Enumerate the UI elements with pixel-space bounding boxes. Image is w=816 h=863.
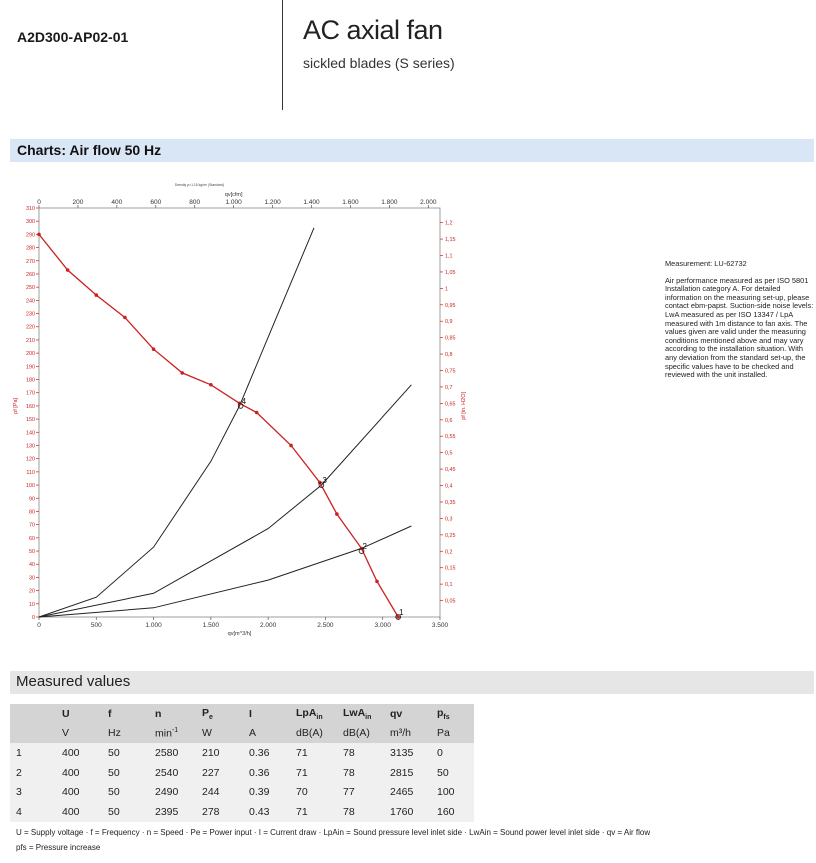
y-tick-label: 270 bbox=[26, 258, 35, 265]
table-header-row bbox=[10, 704, 474, 724]
y-tick-label: 30 bbox=[29, 575, 35, 582]
fan-curve-point bbox=[289, 444, 293, 448]
column-unit: W bbox=[196, 724, 243, 744]
column-header: LpA$_{in}$ bbox=[290, 704, 337, 724]
table-unit-row bbox=[10, 724, 474, 744]
table-cell: 3135 bbox=[384, 743, 431, 763]
table-cell: 50 bbox=[431, 763, 474, 783]
chart-title: Density ρ=1.15 kg/m³ (Standard) bbox=[174, 183, 225, 187]
y2-tick-label: 0,1 bbox=[445, 582, 453, 589]
fan-curve-point bbox=[375, 580, 379, 584]
y-tick-label: 40 bbox=[29, 562, 35, 569]
table-cell: 0.43 bbox=[243, 802, 290, 822]
y-tick-label: 290 bbox=[26, 232, 35, 239]
y-tick-label: 250 bbox=[26, 285, 35, 292]
table-cell: 1 bbox=[10, 743, 56, 763]
y-tick-label: 300 bbox=[26, 219, 35, 226]
y-tick-label: 240 bbox=[26, 298, 35, 305]
y-tick-label: 70 bbox=[29, 522, 35, 529]
table-cell: 100 bbox=[431, 782, 474, 802]
charts-section-header bbox=[10, 139, 814, 162]
fan-curve-point bbox=[209, 383, 213, 387]
y-tick-label: 310 bbox=[26, 206, 35, 212]
x2-tick-label: 200 bbox=[72, 199, 84, 206]
fan-curve-point bbox=[123, 316, 127, 320]
y2-tick-label: 0,5 bbox=[445, 450, 453, 457]
x-axis-label: qv[m^3/h] bbox=[227, 631, 252, 637]
y2-tick-label: 0,55 bbox=[445, 434, 456, 441]
operating-point-label: 1 bbox=[399, 608, 404, 617]
y2-tick-label: 1,15 bbox=[445, 237, 456, 244]
y-tick-label: 220 bbox=[26, 324, 35, 331]
y-tick-label: 260 bbox=[26, 271, 35, 278]
measured-section-header bbox=[10, 671, 814, 694]
system-curve bbox=[39, 228, 314, 617]
y2-axis-label: pf [in. H2O] bbox=[461, 391, 467, 420]
y2-tick-label: 0,15 bbox=[445, 565, 456, 572]
table-legend-pressure: pfs = Pressure increase bbox=[16, 843, 101, 852]
column-header: I bbox=[243, 704, 290, 724]
column-header: $P_e$ bbox=[196, 704, 243, 724]
table-cell: 71 bbox=[290, 743, 337, 763]
y-tick-label: 60 bbox=[29, 535, 35, 542]
table-cell: 2580 bbox=[149, 743, 196, 763]
y2-tick-label: 1,1 bbox=[445, 253, 453, 260]
y2-tick-label: 0,25 bbox=[445, 532, 456, 539]
table-cell: 0.39 bbox=[243, 782, 290, 802]
table-cell: 2490 bbox=[149, 782, 196, 802]
x2-tick-label: 1.800 bbox=[381, 199, 398, 206]
x2-axis-label: qv[cfm] bbox=[224, 192, 243, 198]
table-cell: 3 bbox=[10, 782, 56, 802]
y-tick-label: 50 bbox=[29, 549, 35, 556]
y2-tick-label: 0,65 bbox=[445, 401, 456, 408]
fan-curve-point bbox=[255, 411, 259, 415]
table-cell: 78 bbox=[337, 743, 384, 763]
table-cell: 50 bbox=[102, 743, 149, 763]
y2-tick-label: 0,2 bbox=[445, 549, 453, 556]
column-header: LwA$_{in}$ bbox=[337, 704, 384, 724]
document-title: AC axial fan bbox=[303, 15, 443, 45]
table-cell: 244 bbox=[196, 782, 243, 802]
measurement-description: Air performance measured as per ISO 5801 Installation category A. For detailed information on the measuring set-up, please contact ebm-papst. Suction-side noise levels: LwA measured as per ISO 13347 / LpA measured with 1m distance to fan axis. The values given are valid under the measuring conditions mentioned above and may vary according to the installation situation. With any deviation from the standard set-up, the specific values have to be checked and reviewed with the unit installed. bbox=[665, 275, 814, 380]
fan-curve bbox=[39, 234, 398, 617]
system-curve bbox=[39, 385, 411, 617]
y-tick-label: 130 bbox=[26, 443, 35, 450]
table-cell: 71 bbox=[290, 802, 337, 822]
y-tick-label: 100 bbox=[26, 483, 35, 490]
x-tick-label: 500 bbox=[90, 622, 102, 629]
x2-tick-label: 1.600 bbox=[342, 199, 359, 206]
column-header: qv bbox=[384, 704, 431, 724]
fan-curve-point bbox=[335, 512, 339, 516]
fan-curve-point bbox=[152, 347, 156, 351]
operating-point-label: 3 bbox=[322, 476, 327, 486]
y2-tick-label: 0,3 bbox=[445, 516, 453, 523]
y-tick-label: 20 bbox=[29, 588, 35, 595]
header-divider bbox=[282, 0, 283, 110]
column-unit: A bbox=[243, 724, 290, 744]
table-cell: 400 bbox=[56, 743, 102, 763]
x-tick-label: 3.500 bbox=[431, 622, 449, 629]
table-cell: 4 bbox=[10, 802, 56, 822]
y2-tick-label: 0,6 bbox=[445, 417, 453, 424]
y2-tick-label: 0,95 bbox=[445, 302, 456, 309]
y-tick-label: 230 bbox=[26, 311, 35, 318]
fan-curve-point bbox=[66, 268, 70, 272]
column-unit: m³/h bbox=[384, 724, 431, 744]
table-row bbox=[10, 763, 474, 783]
y-tick-label: 120 bbox=[26, 456, 35, 463]
table-cell: 0 bbox=[431, 743, 474, 763]
y-tick-label: 210 bbox=[26, 337, 35, 344]
table-cell: 77 bbox=[337, 782, 384, 802]
y-axis-label: pf [Pa] bbox=[13, 397, 19, 414]
column-unit: dB(A) bbox=[290, 724, 337, 744]
y2-tick-label: 0,7 bbox=[445, 384, 453, 391]
y2-tick-label: 1,05 bbox=[445, 269, 456, 276]
column-header: f bbox=[102, 704, 149, 724]
table-row bbox=[10, 782, 474, 802]
y2-tick-label: 0,85 bbox=[445, 335, 456, 342]
y2-tick-label: 0,35 bbox=[445, 499, 456, 506]
measurement-note bbox=[665, 260, 815, 388]
table-cell: 2540 bbox=[149, 763, 196, 783]
column-unit: Hz bbox=[102, 724, 149, 744]
x2-tick-label: 1.400 bbox=[303, 199, 320, 206]
table-cell: 50 bbox=[102, 802, 149, 822]
table-cell: 400 bbox=[56, 763, 102, 783]
table-cell: 78 bbox=[337, 763, 384, 783]
column-header: $p_{fs}$ bbox=[431, 704, 474, 724]
table-cell: 70 bbox=[290, 782, 337, 802]
measured-values-table bbox=[10, 704, 474, 822]
x2-tick-label: 600 bbox=[150, 199, 162, 206]
y-tick-label: 110 bbox=[26, 469, 35, 476]
table-cell: 0.36 bbox=[243, 743, 290, 763]
air-flow-chart bbox=[8, 176, 468, 642]
fan-curve-point bbox=[180, 371, 184, 375]
measured-section-title: Measured values bbox=[16, 673, 131, 690]
column-header: n bbox=[149, 704, 196, 724]
document-subtitle: sickled blades (S series) bbox=[303, 55, 455, 71]
y2-tick-label: 0,45 bbox=[445, 467, 456, 474]
table-row bbox=[10, 743, 474, 763]
column-header: U bbox=[56, 704, 102, 724]
x2-tick-label: 1.000 bbox=[225, 199, 242, 206]
fan-curve-point bbox=[94, 293, 98, 297]
column-unit: $\min^{-1}$ bbox=[149, 724, 196, 744]
table-row bbox=[10, 802, 474, 822]
y-tick-label: 280 bbox=[26, 245, 35, 252]
y2-tick-label: 0,9 bbox=[445, 319, 453, 326]
y-tick-label: 170 bbox=[26, 390, 35, 397]
table-cell: 0.36 bbox=[243, 763, 290, 783]
table-cell: 227 bbox=[196, 763, 243, 783]
table-cell: 1760 bbox=[384, 802, 431, 822]
fan-curve-point bbox=[37, 233, 41, 237]
column-header bbox=[10, 704, 56, 724]
column-unit: V bbox=[56, 724, 102, 744]
y-tick-label: 180 bbox=[26, 377, 35, 384]
table-cell: 210 bbox=[196, 743, 243, 763]
column-unit bbox=[10, 724, 56, 744]
x2-tick-label: 400 bbox=[111, 199, 123, 206]
x2-tick-label: 1.200 bbox=[264, 199, 281, 206]
y-tick-label: 80 bbox=[29, 509, 35, 516]
table-cell: 160 bbox=[431, 802, 474, 822]
x-tick-label: 2.500 bbox=[317, 622, 334, 629]
y2-tick-label: 0,8 bbox=[445, 352, 453, 359]
plot-frame bbox=[39, 208, 440, 617]
table-cell: 50 bbox=[102, 763, 149, 783]
y2-tick-label: 0,4 bbox=[445, 483, 453, 490]
model-code: A2D300-AP02-01 bbox=[17, 29, 129, 45]
operating-point-label: 4 bbox=[241, 396, 247, 406]
y-tick-label: 200 bbox=[26, 351, 35, 358]
table-cell: 2 bbox=[10, 763, 56, 783]
table-cell: 2465 bbox=[384, 782, 431, 802]
y-tick-label: 190 bbox=[26, 364, 35, 371]
y-tick-label: 90 bbox=[29, 496, 35, 503]
y2-tick-label: 0,05 bbox=[445, 598, 456, 605]
column-unit: Pa bbox=[431, 724, 474, 744]
y2-tick-label: 1 bbox=[445, 286, 448, 293]
charts-section-title: Charts: Air flow 50 Hz bbox=[17, 142, 162, 158]
measurement-id: Measurement: LU-62732 bbox=[665, 259, 747, 268]
y2-tick-label: 1,2 bbox=[445, 220, 453, 227]
table-cell: 2815 bbox=[384, 763, 431, 783]
table-cell: 400 bbox=[56, 802, 102, 822]
x2-tick-label: 2.000 bbox=[420, 199, 437, 206]
table-cell: 50 bbox=[102, 782, 149, 802]
y-tick-label: 150 bbox=[26, 417, 35, 424]
operating-point-label: 2 bbox=[362, 542, 367, 552]
table-cell: 278 bbox=[196, 802, 243, 822]
table-legend: U = Supply voltage · f = Frequency · n = Speed · Pe = Power input · I = Current draw · LpAin = Sound pressure level inlet side · LwAin = Sound power level inlet side · qv = Air flow bbox=[16, 828, 651, 837]
x-tick-label: 1.000 bbox=[145, 622, 162, 629]
y-tick-label: 0 bbox=[32, 615, 35, 621]
x-tick-label: 0 bbox=[37, 622, 41, 629]
table-cell: 400 bbox=[56, 782, 102, 802]
y-tick-label: 160 bbox=[26, 403, 35, 410]
column-unit: dB(A) bbox=[337, 724, 384, 744]
y-tick-label: 10 bbox=[29, 601, 35, 608]
x2-tick-label: 800 bbox=[189, 199, 201, 206]
table-cell: 78 bbox=[337, 802, 384, 822]
x-tick-label: 3.000 bbox=[374, 622, 391, 629]
table-cell: 71 bbox=[290, 763, 337, 783]
table-cell: 2395 bbox=[149, 802, 196, 822]
x-tick-label: 1.500 bbox=[202, 622, 219, 629]
y-tick-label: 140 bbox=[26, 430, 35, 437]
x-tick-label: 2.000 bbox=[260, 622, 277, 629]
y2-tick-label: 0,75 bbox=[445, 368, 456, 375]
x2-tick-label: 0 bbox=[37, 199, 41, 206]
